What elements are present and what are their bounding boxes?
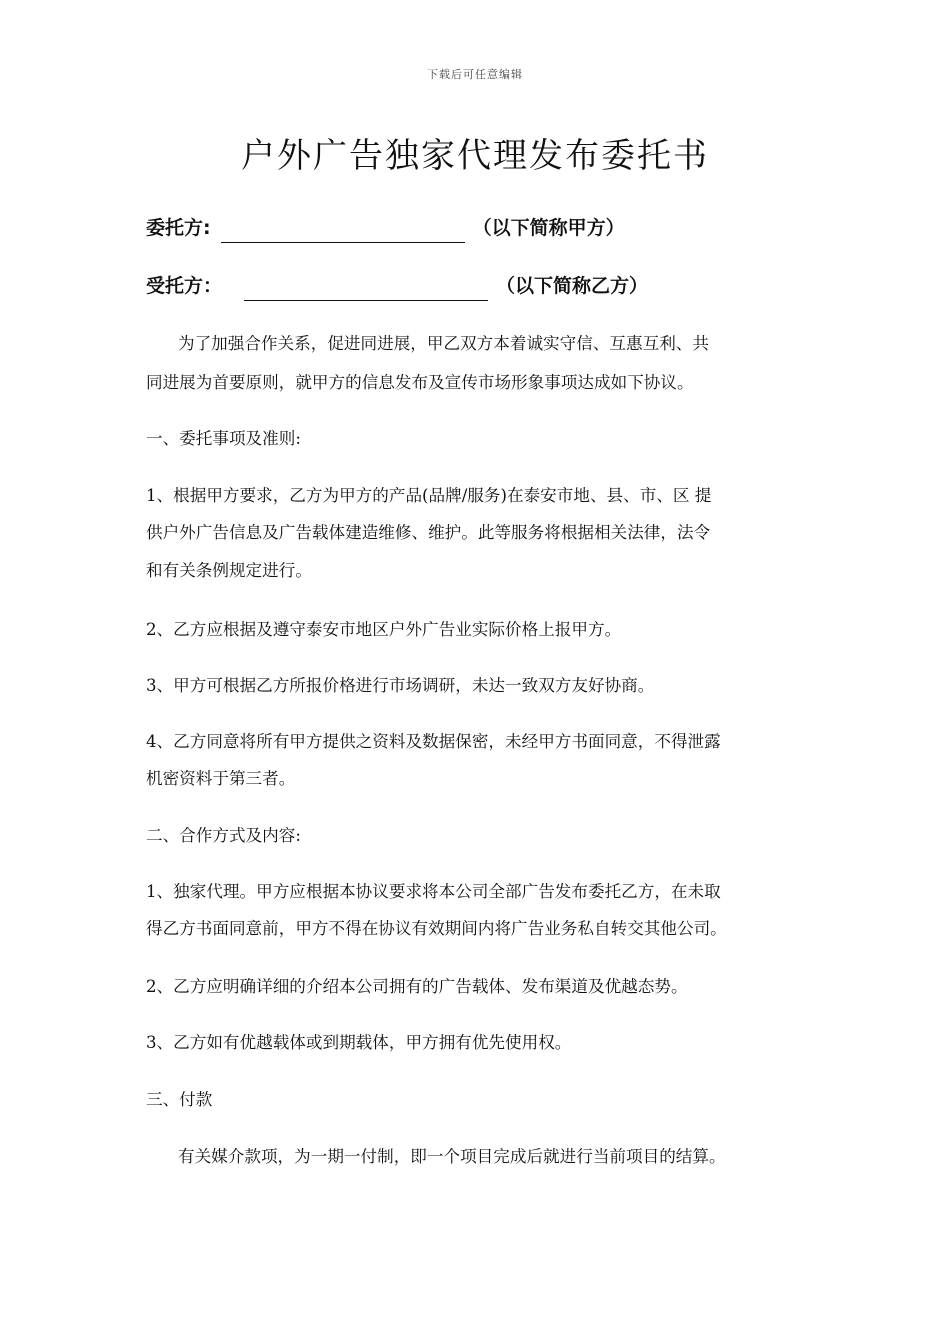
section2-heading: 二、合作方式及内容: (146, 826, 301, 845)
document-title: 户外广告独家代理发布委托书 (241, 136, 709, 176)
section2-item2: 2、乙方应明确详细的介绍本公司拥有的广告载体、发布渠道及优越态势。 (146, 977, 688, 996)
section1-item1-line-2: 供户外广告信息及广告载体建造维修、维护。此等服务将根据相关法律，法令 (146, 523, 711, 542)
section1-item3: 3、甲方可根据乙方所报价格进行市场调研，未达一致双方友好协商。 (146, 676, 655, 695)
section2-item3: 3、乙方如有优越载体或到期载体，甲方拥有优先使用权。 (146, 1033, 572, 1052)
section2-item1-line-2: 得乙方书面同意前，甲方不得在协议有效期间内将广告业务私自转交其他公司。 (146, 919, 727, 938)
section1-item1-line-1: 1、根据甲方要求，乙方为甲方的产品(品牌/服务)在泰安市地、县、市、区 提 (146, 486, 712, 505)
header-note: 下载后可任意编辑 (427, 68, 523, 81)
party-a-suffix: （以下简称甲方） (472, 217, 625, 239)
party-b-suffix: （以下简称乙方） (496, 275, 649, 297)
section1-item1-line-3: 和有关条例规定进行。 (146, 561, 312, 580)
party-b-line (146, 271, 648, 301)
party-a-label: 委托方: (146, 217, 211, 239)
intro-line-1: 为了加强合作关系，促进同进展，甲乙双方本着诚实守信、互惠互利、共 (178, 334, 709, 353)
party-a-line (146, 213, 625, 243)
section1-item4-line-1: 4、乙方同意将所有甲方提供之资料及数据保密，未经甲方书面同意，不得泄露 (146, 732, 721, 751)
section3-body: 有关媒介款项，为一期一付制，即一个项目完成后就进行当前项目的结算。 (178, 1147, 726, 1166)
party-b-label: 受托方： (146, 275, 223, 297)
section3-heading: 三、付款 (146, 1090, 213, 1109)
intro-line-2: 同进展为首要原则，就甲方的信息发布及宣传市场形象事项达成如下协议。 (146, 373, 694, 392)
party-a-blank (221, 218, 465, 243)
party-b-blank (244, 276, 488, 301)
section1-item2: 2、乙方应根据及遵守泰安市地区户外广告业实际价格上报甲方。 (146, 620, 622, 639)
section2-item1-line-1: 1、独家代理。甲方应根据本协议要求将本公司全部广告发布委托乙方，在未取 (146, 882, 721, 901)
section1-item4-line-2: 机密资料于第三者。 (146, 769, 296, 788)
section1-heading: 一、委托事项及准则: (146, 429, 301, 448)
